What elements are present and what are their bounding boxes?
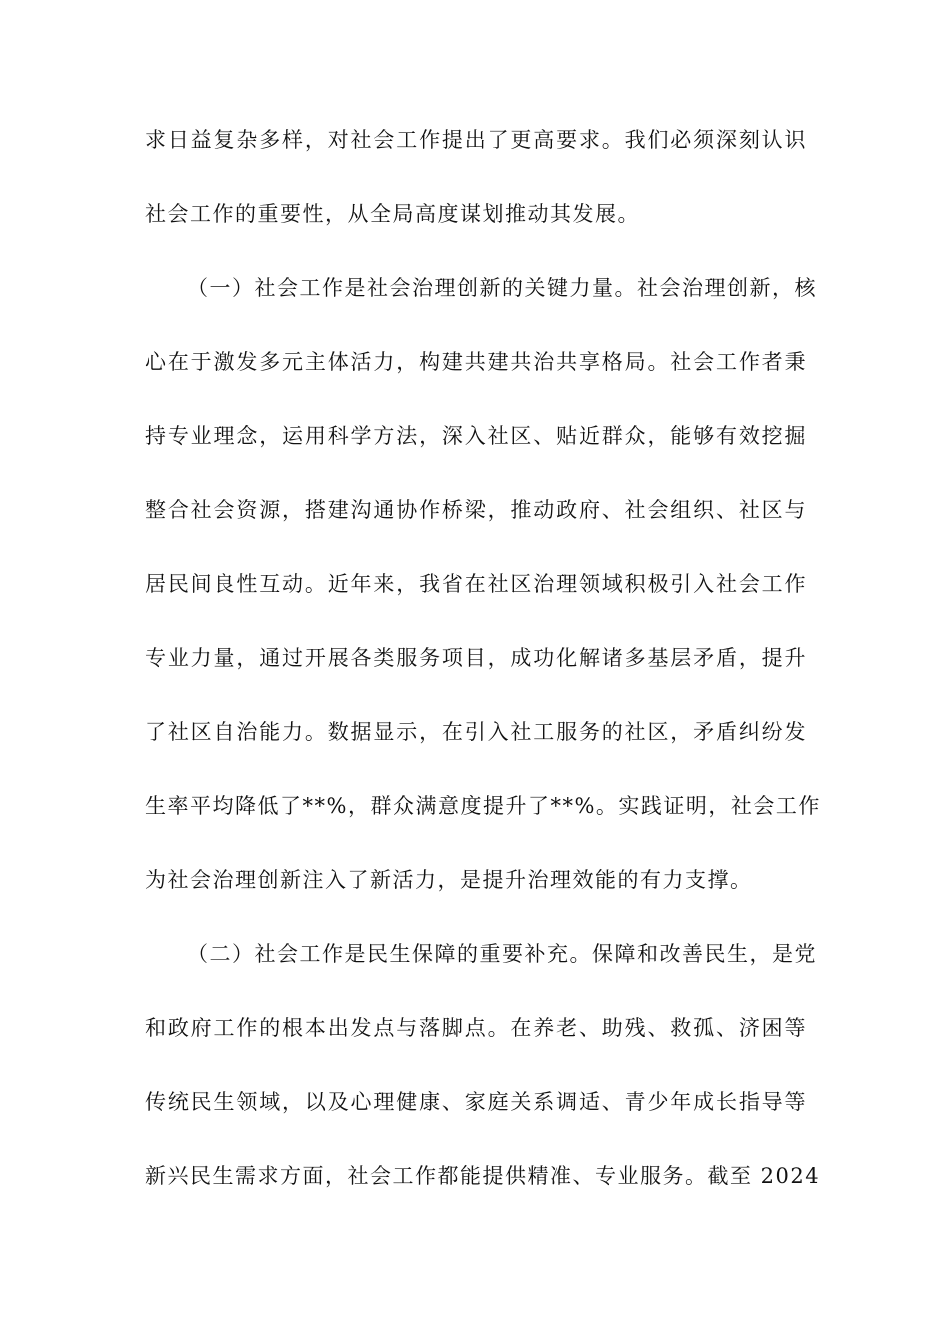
text-line: 心在于激发多元主体活力，构建共建共治共享格局。社会工作者秉	[145, 350, 807, 374]
text-line: 和政府工作的根本出发点与落脚点。在养老、助残、救孤、济困等	[145, 1016, 807, 1040]
text-line: 居民间良性互动。近年来，我省在社区治理领域积极引入社会工作	[145, 572, 807, 596]
text-line: 为社会治理创新注入了新活力，是提升治理效能的有力支撑。	[145, 868, 753, 892]
text-line: 整合社会资源，搭建沟通协作桥梁，推动政府、社会组织、社区与	[145, 498, 807, 522]
text-line: 求日益复杂多样，对社会工作提出了更高要求。我们必须深刻认识	[145, 128, 807, 152]
text-line: 生率平均降低了**%，群众满意度提升了**%。实践证明，社会工作	[145, 794, 821, 818]
text-line: 持专业理念，运用科学方法，深入社区、贴近群众，能够有效挖掘	[145, 424, 807, 448]
text-line: 社会工作的重要性，从全局高度谋划推动其发展。	[145, 202, 640, 226]
text-line: 新兴民生需求方面，社会工作都能提供精准、专业服务。截至 2024	[145, 1164, 821, 1188]
text-line: 了社区自治能力。数据显示，在引入社工服务的社区，矛盾纠纷发	[145, 720, 807, 744]
text-line: 专业力量，通过开展各类服务项目，成功化解诸多基层矛盾，提升	[145, 646, 807, 670]
text-line: 传统民生领域，以及心理健康、家庭关系调适、青少年成长指导等	[145, 1090, 807, 1114]
paragraph-heading-line: （一）社会工作是社会治理创新的关键力量。社会治理创新，核	[187, 276, 817, 300]
paragraph-heading-line: （二）社会工作是民生保障的重要补充。保障和改善民生，是党	[187, 942, 817, 966]
